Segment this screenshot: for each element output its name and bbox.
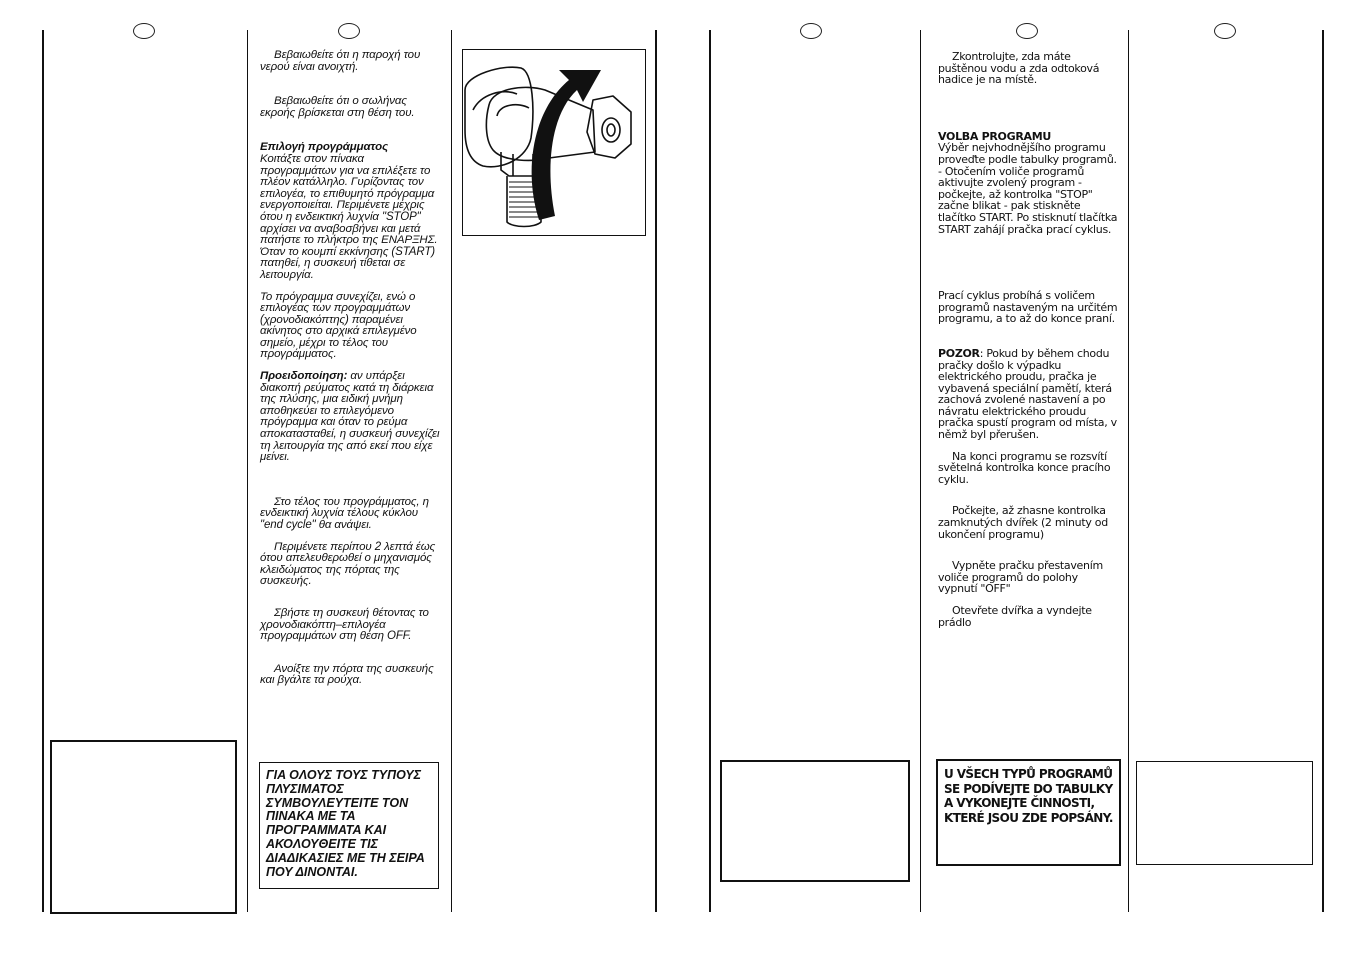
column-rule-3 (451, 30, 452, 912)
language-marker-oval (338, 23, 360, 39)
czech-notice-text: U VŠECH TYPŮ PROGRAMŮ SE PODÍVEJTE DO TABULKY A VYKONEJTE ČINNOSTI, KTERÉ JSOU ZDE POPSÁNY. (944, 767, 1113, 825)
greek-switch-off-text: Σβήστε τη συσκευή θέτοντας το χρονοδιακόπτη–επιλογέα προγραμμάτων στη θέση OFF. (260, 606, 429, 643)
language-marker-oval (800, 23, 822, 39)
greek-end-cycle-text: Στο τέλος του προγράμματος, η ενδεικτική λυχνία τέλους κύκλου "end cycle" θα ανάψει. (260, 495, 429, 531)
czech-power-warning (938, 348, 1120, 441)
column-rule-8 (1322, 30, 1324, 912)
czech-water-supply-text: Zkontrolujte, zda máte puštěnou vodu a zda odtoková hadice je na místě. (938, 50, 1100, 87)
water-tap-drawing (463, 50, 645, 235)
language-marker-oval (1214, 23, 1236, 39)
czech-program-heading: VOLBA PROGRAMU (938, 129, 1051, 143)
czech-column (938, 51, 1120, 628)
water-tap-illustration (462, 49, 646, 236)
greek-notice-box (259, 762, 439, 889)
rotation-arrow-icon (532, 70, 601, 220)
czech-end-cycle-text: Na konci programu se rozsvítí světelná kontrolka konce pracího cyklu. (938, 449, 1111, 486)
column-rule-5 (709, 30, 711, 912)
greek-water-supply-text: Βεβαιωθείτε ότι η παροχή του νερού είναι ανοιχτή. (260, 49, 421, 73)
greek-program-body: Κοιτάξτε στον πίνακα προγραμμάτων για να επιλέξετε το πλέον κατάλληλο. Γυρίζοντας τον επιλογέα, το επιθυμητό πρόγραμμα ενεργοποιείται. Περιμένετε μέχρις ότου η ενδεικτική λυχνία "STOP" αρχίσει να αναβοσβήνει και μετά πατήστε το πλήκτρο της ΕΝΑΡΞΗΣ. Όταν το κουμπί εκκίνησης (START) πατηθεί, η συσκευή τίθεται σε λειτουργία. (260, 152, 438, 281)
greek-warning-label: Προειδοποίηση: (260, 370, 348, 383)
column-rule-1 (42, 30, 44, 912)
greek-power-warning (260, 371, 442, 464)
greek-notice-text: ΓΙΑ ΟΛΟΥΣ ΤΟΥΣ ΤΥΠΟΥΣ ΠΛΥΣΙΜΑΤΟΣ ΣΥΜΒΟΥΛΕΥΤΕΙΤΕ ΤΟΝ ΠΙΝΑΚΑ ΜΕ ΤΑ ΠΡΟΓΡΑΜΜΑΤΑ ΚΑΙ ΑΚΟΛΟΥΘΕΙΤΕ ΤΙΣ ΔΙΑΔΙΚΑΣΙΕΣ ΜΕ ΤΗ ΣΕΙΡΑ ΠΟΥ ΔΙΝΟΝΤΑΙ. (266, 768, 425, 879)
czech-program-body: Výběr nejvhodnějšího programu proveďte podle tabulky programů. - Otočením voliče programů aktivujte zvolený program - počkejte, až kontrolka "STOP" začne blikat - pak stiskněte tlačítko START. Po stisknutí tlačítka START zahájí pračka prací cyklus. (938, 141, 1118, 236)
language-marker-oval (133, 23, 155, 39)
column-rule-4 (655, 30, 657, 912)
czech-switch-off-text: Vypněte pračku přestavením voliče programů do polohy vypnutí "OFF" (938, 559, 1103, 596)
language-marker-oval (1016, 23, 1038, 39)
czech-warning-body: : Pokud by během chodu pračky došlo k výpadku elektrického proudu, pračka je vybavená speciální pamětí, která zachová zvolené nastavení a po návratu elektrického proudu pračka spustí program od místa, v němž byl přerušen. (938, 346, 1117, 442)
greek-drain-hose-text: Βεβαιωθείτε ότι ο σωλήνας εκροής βρίσκεται στη θέση του. (260, 95, 415, 119)
column-rule-6 (920, 30, 921, 912)
greek-column (260, 50, 442, 687)
czech-warning-label: POZOR (938, 346, 980, 360)
czech-cycle-text: Prací cyklus probíhá s voličem programů nastaveným na určitém programu, a to až do konce praní. (938, 289, 1118, 326)
column-rule-2 (247, 30, 248, 912)
greek-program-continues-text: Το πρόγραμμα συνεχίζει, ενώ ο επιλογέας των προγραμμάτων (χρονοδιακόπτης) παραμένει ακίνητος στο αρχικά επιλεγμένο σημείο, μέχρι το τέλος του προγράμματος. (260, 290, 417, 361)
greek-program-heading: Επιλογή προγράμματος (260, 141, 389, 154)
greek-door-wait-text: Περιμένετε περίπου 2 λεπτά έως ότου απελευθερωθεί ο μηχανισμός κλειδώματος της πόρτας της συσκευής. (260, 540, 436, 588)
empty-frame-center (720, 760, 910, 882)
czech-open-door-text: Otevřete dvířka a vyndejte prádlo (938, 604, 1092, 629)
empty-frame-right (1136, 761, 1313, 865)
czech-notice-box (936, 759, 1121, 866)
czech-door-wait-text: Počkejte, až zhasne kontrolka zamknutých dvířek (2 minuty od ukončení programu) (938, 504, 1108, 541)
empty-frame-left (50, 740, 237, 914)
column-rule-7 (1128, 30, 1129, 912)
greek-warning-body: αν υπάρξει διακοπή ρεύματος κατά τη διάρκεια της πλύσης, μια ειδική μνήμη αποθηκεύει το επιλεγόμενο πρόγραμμα και όταν το ρεύμα αποκατασταθεί, η συσκευή συνεχίζει τη λειτουργία της από εκεί που είχε μείνει. (260, 370, 440, 464)
greek-open-door-text: Ανοίξτε την πόρτα της συσκευής και βγάλτε τα ρούχα. (260, 662, 434, 687)
